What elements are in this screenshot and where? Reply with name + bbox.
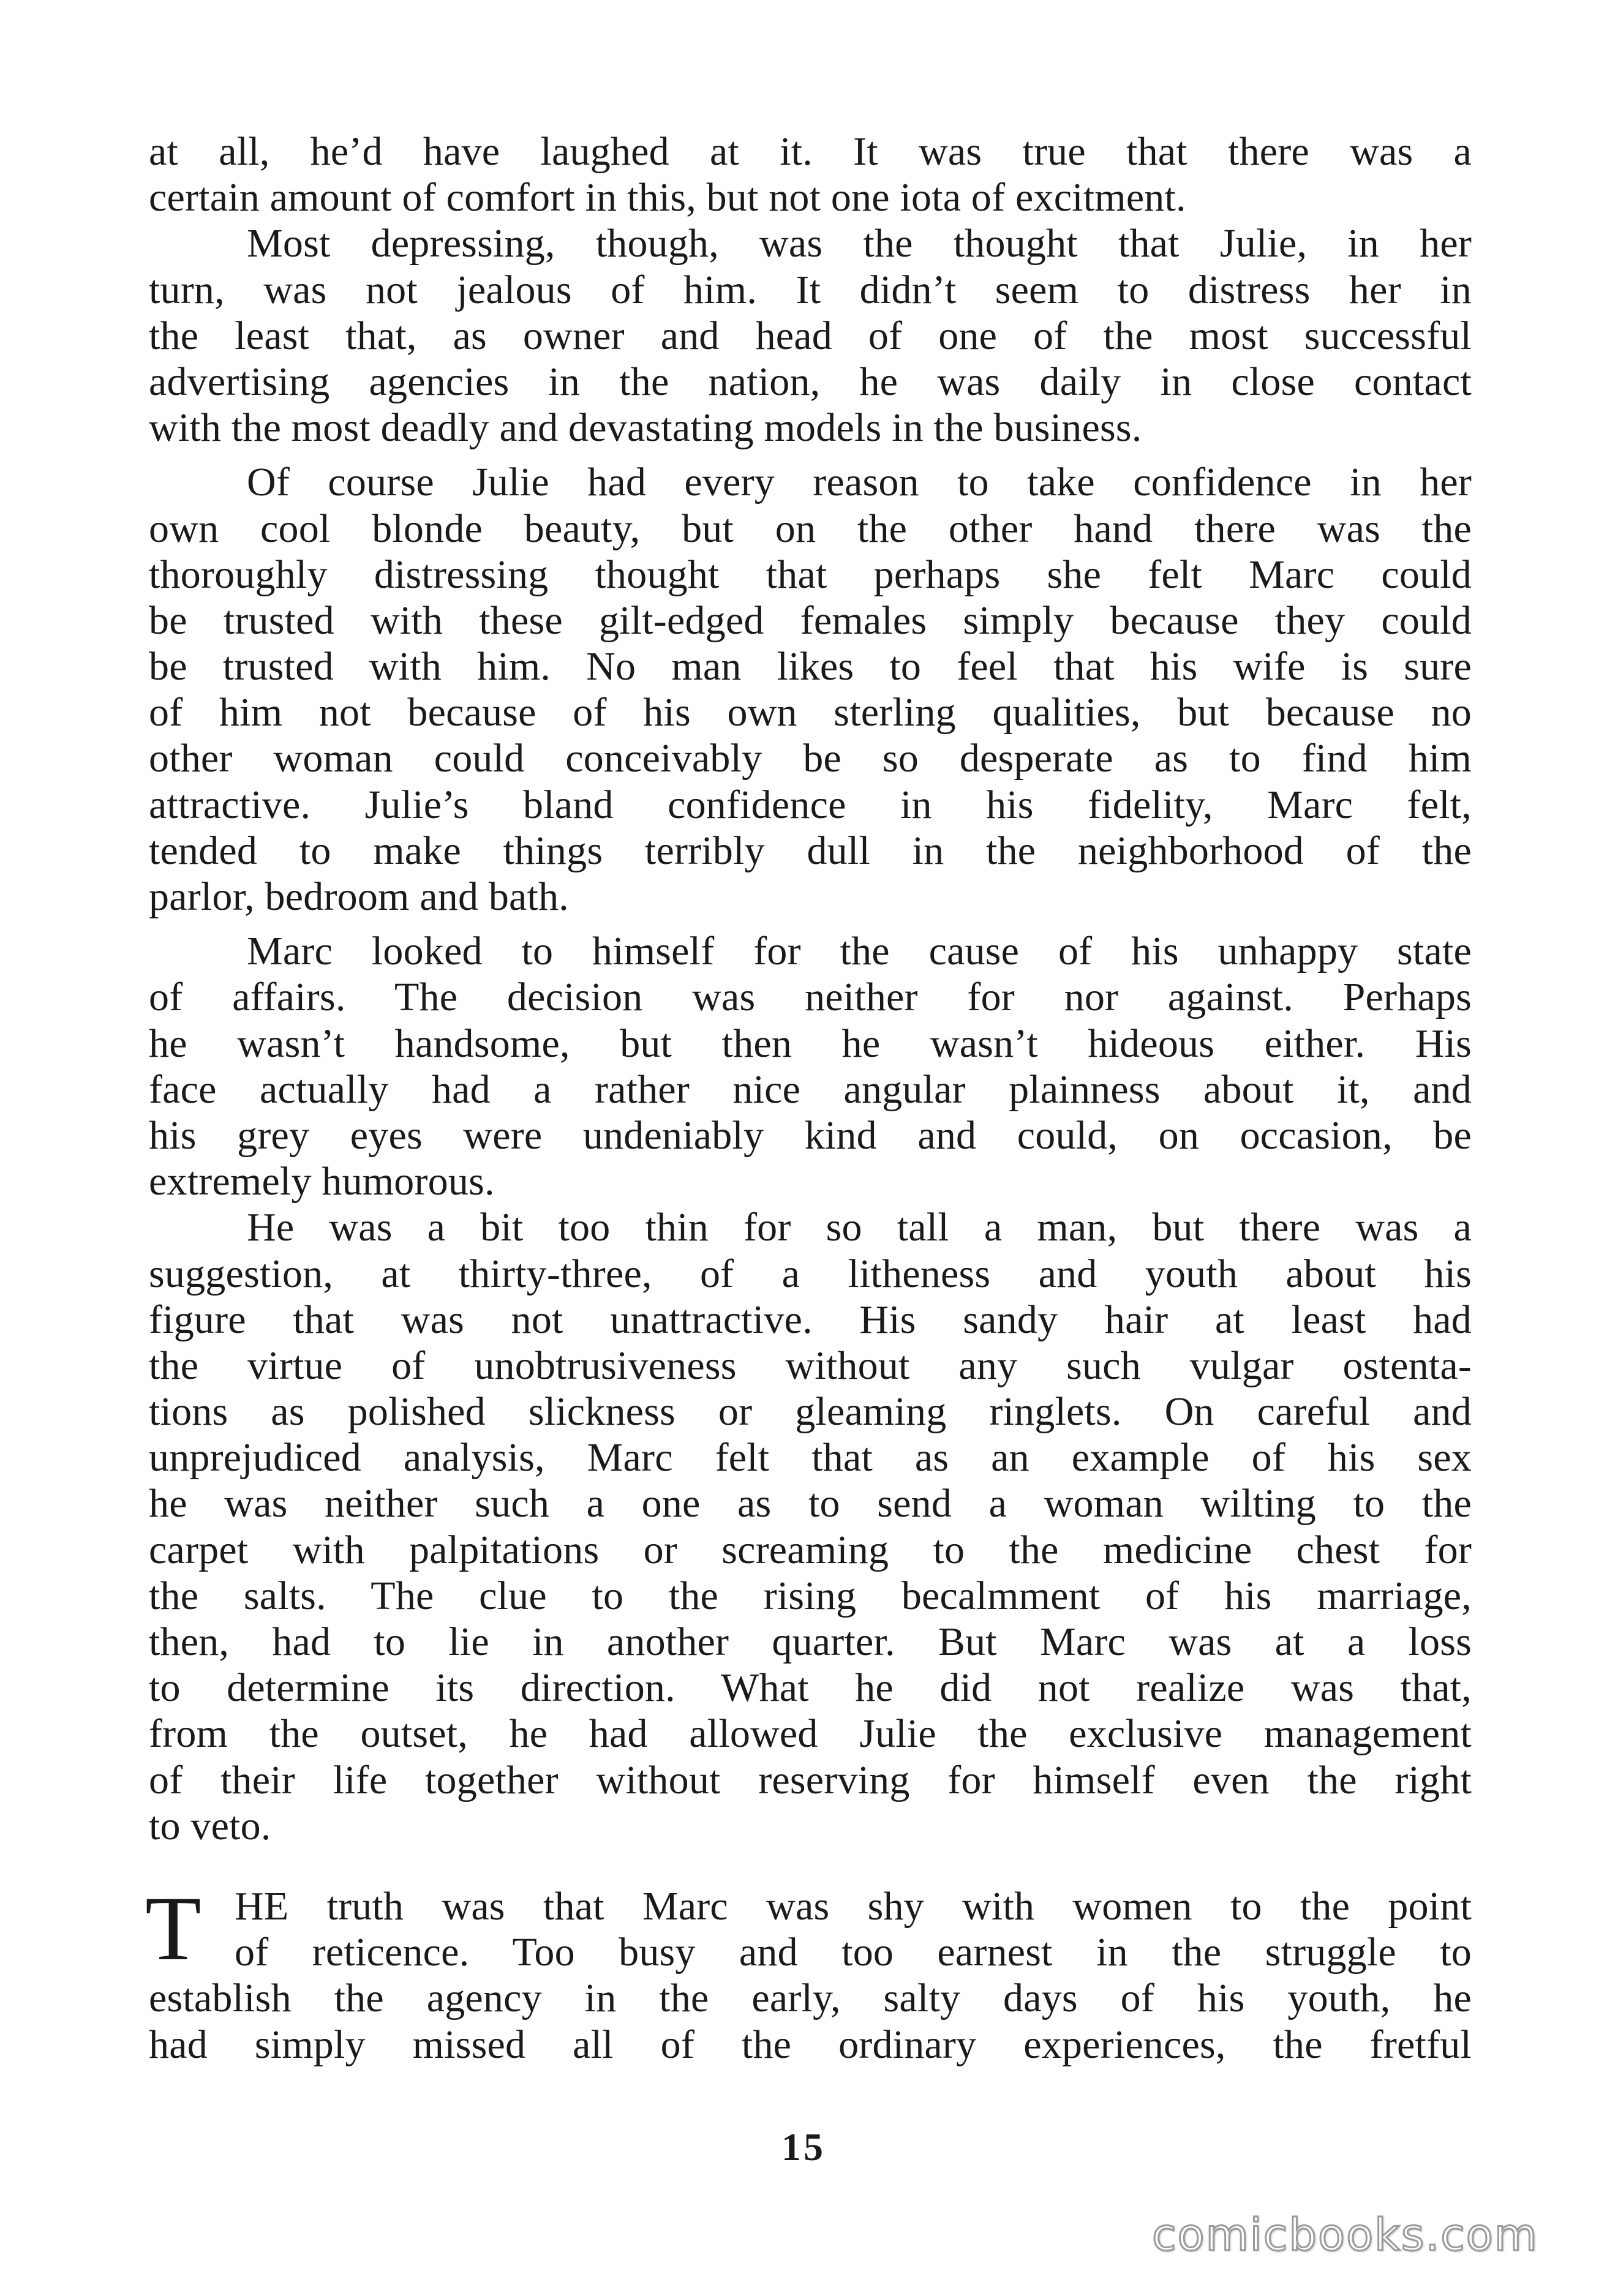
text-line: be trusted with these gilt-edged females simply because they could (149, 598, 1472, 643)
text-line: carpet with palpitations or screaming to the medicine chest for (149, 1527, 1472, 1572)
text-line: tions as polished slickness or gleaming ringlets. On careful and (149, 1389, 1472, 1435)
text-line: extremely humorous. (149, 1159, 495, 1204)
text-line: suggestion, at thirty-three, of a litheness and youth about his (149, 1251, 1472, 1296)
paragraph-4 (149, 928, 1472, 1204)
text-line: to veto. (149, 1803, 271, 1848)
text-line: of affairs. The decision was neither for nor against. Perhaps (149, 975, 1472, 1020)
drop-cap: T (145, 1877, 201, 1979)
text-line: with the most deadly and devastating models in the business. (149, 405, 1142, 451)
text-line: his grey eyes were undeniably kind and could, on occasion, be (149, 1112, 1472, 1158)
text-line: from the outset, he had allowed Julie the exclusive management (149, 1711, 1472, 1757)
watermark-logo: comicbooks.com (1151, 2209, 1538, 2260)
text-line: the least that, as owner and head of one of the most successful (149, 313, 1472, 358)
text-line: Of course Julie had every reason to take confidence in her (247, 460, 1472, 505)
text-line: HE truth was that Marc was shy with women to the point (235, 1883, 1472, 1929)
text-line: had simply missed all of the ordinary experiences, the fretful (149, 2022, 1472, 2067)
text-line: certain amount of comfort in this, but not one iota of excitment. (149, 175, 1186, 220)
text-line: of him not because of his own sterling qualities, but because no (149, 690, 1472, 735)
paragraph-2 (149, 220, 1472, 451)
text-line: other woman could conceivably be so desperate as to find him (149, 736, 1472, 781)
text-line: thoroughly distressing thought that perhaps she felt Marc could (149, 552, 1472, 597)
text-line: the salts. The clue to the rising becalmment of his marriage, (149, 1573, 1472, 1618)
text-line: own cool blonde beauty, but on the other hand there was the (149, 506, 1472, 551)
text-line: figure that was not unattractive. His sandy hair at least had (149, 1297, 1472, 1342)
text-line: be trusted with him. No man likes to feel that his wife is sure (149, 644, 1472, 689)
text-line: advertising agencies in the nation, he was daily in close contact (149, 359, 1472, 404)
text-line: of their life together without reserving for himself even the right (149, 1757, 1472, 1803)
page-number: 15 (781, 2125, 826, 2169)
text-line: then, had to lie in another quarter. But Marc was at a loss (149, 1619, 1472, 1664)
text-line: of reticence. Too busy and too earnest in the struggle to (235, 1930, 1472, 1975)
text-line: turn, was not jealous of him. It didn’t seem to distress her in (149, 267, 1472, 312)
paragraph-5 (149, 1204, 1472, 1849)
text-line: to determine its direction. What he did not realize was that, (149, 1665, 1472, 1711)
text-line: attractive. Julie’s bland confidence in his fidelity, Marc felt, (149, 782, 1472, 827)
text-line: he was neither such a one as to send a woman wilting to the (149, 1481, 1472, 1526)
text-line: he wasn’t handsome, but then he wasn’t hideous either. His (149, 1021, 1472, 1066)
text-line: Most depressing, though, was the thought that Julie, in her (247, 221, 1472, 266)
text-line: tended to make things terribly dull in the neighborhood of the (149, 828, 1472, 873)
text-line: face actually had a rather nice angular plainness about it, and (149, 1067, 1472, 1112)
section-paragraph (145, 1877, 1472, 2068)
text-line: at all, he’d have laughed at it. It was true that there was a (149, 129, 1472, 174)
text-line: He was a bit too thin for so tall a man, but there was a (247, 1205, 1472, 1250)
text-line: establish the agency in the early, salty days of his youth, he (149, 1976, 1472, 2021)
text-line: Marc looked to himself for the cause of his unhappy state (247, 929, 1472, 974)
paragraph-1 (149, 129, 1472, 220)
text-line: the virtue of unobtrusiveness without any such vulgar ostenta- (149, 1343, 1472, 1388)
text-line: unprejudiced analysis, Marc felt that as an example of his sex (149, 1435, 1472, 1480)
paragraph-3 (149, 459, 1472, 920)
body-text (145, 129, 1472, 2068)
text-line: parlor, bedroom and bath. (149, 874, 569, 919)
